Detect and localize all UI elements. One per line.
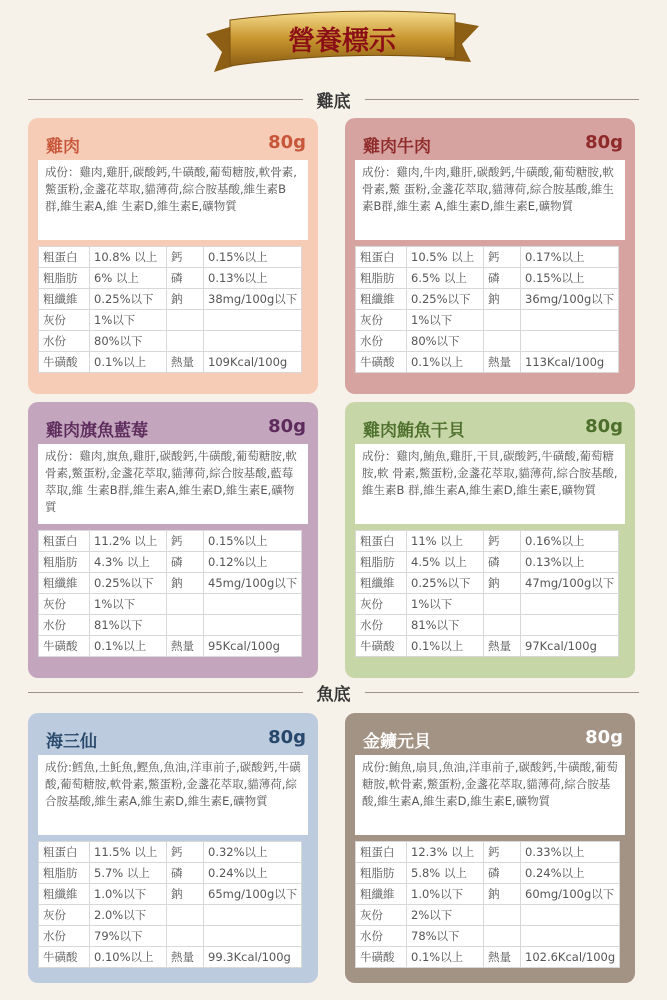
nutrient-label: 水份 <box>39 926 90 947</box>
nutrient-value: 79%以下 <box>90 926 167 947</box>
nutrient-value: 1.0%以下 <box>90 884 167 905</box>
nutrient-value: 11.2% 以上 <box>90 531 167 552</box>
nutrition-row <box>39 884 302 905</box>
mineral-label <box>167 331 204 352</box>
nutrition-row <box>39 947 302 968</box>
nutrition-row <box>356 552 619 573</box>
nutrition-table <box>355 530 619 657</box>
mineral-value: 0.12%以上 <box>204 552 302 573</box>
mineral-label: 鈣 <box>484 247 521 268</box>
ingredients-text: 成份：雞肉,旗魚,雞肝,碳酸鈣,牛磺酸,葡萄糖胺,軟骨素,鱉蛋粉,金盞花萃取,貓薄荷,綜合胺基酸,藍莓萃取,維 生素B群,維生素A,維生素D,維生素E,礦物質 <box>38 444 308 524</box>
mineral-value <box>204 594 302 615</box>
nutrient-value: 1%以下 <box>90 310 167 331</box>
nutrient-value: 80%以下 <box>90 331 167 352</box>
nutrient-label: 粗纖維 <box>39 289 90 310</box>
mineral-value: 0.13%以上 <box>204 268 302 289</box>
nutrient-value: 0.25%以下 <box>407 289 484 310</box>
nutrition-row <box>356 310 619 331</box>
nutrient-label: 粗蛋白 <box>356 247 407 268</box>
mineral-label <box>484 594 521 615</box>
nutrition-row <box>39 268 302 289</box>
nutrition-row <box>356 636 619 657</box>
nutrient-value: 4.5% 以上 <box>407 552 484 573</box>
nutrient-label: 粗脂肪 <box>356 552 407 573</box>
mineral-label: 熱量 <box>167 352 204 373</box>
mineral-value: 109Kcal/100g <box>204 352 302 373</box>
mineral-label <box>484 926 521 947</box>
title-text: 營養標示 <box>288 26 396 57</box>
nutrient-value: 10.8% 以上 <box>90 247 167 268</box>
nutrient-label: 灰份 <box>356 310 407 331</box>
mineral-label: 熱量 <box>167 947 204 968</box>
product-card-chicken-swordfish-blueberry <box>28 402 318 678</box>
nutrition-row <box>39 594 302 615</box>
mineral-label: 熱量 <box>167 636 204 657</box>
nutrient-value: 11.5% 以上 <box>90 842 167 863</box>
product-card-chicken <box>28 118 318 394</box>
section-label-chicken: 雞底 <box>303 87 365 112</box>
nutrition-row <box>356 573 619 594</box>
nutrient-label: 牛磺酸 <box>356 947 407 968</box>
nutrient-value: 6% 以上 <box>90 268 167 289</box>
nutrition-row <box>39 636 302 657</box>
mineral-label <box>167 594 204 615</box>
mineral-value: 95Kcal/100g <box>204 636 302 657</box>
product-name: 雞肉旗魚藍莓 <box>46 421 148 441</box>
nutrient-value: 2%以下 <box>407 905 484 926</box>
mineral-label: 鈉 <box>167 573 204 594</box>
nutrient-value: 0.10%以上 <box>90 947 167 968</box>
mineral-value <box>521 615 619 636</box>
nutrition-row <box>39 352 302 373</box>
mineral-label: 磷 <box>167 552 204 573</box>
nutrient-value: 1%以下 <box>90 594 167 615</box>
ingredients-text: 成份:鮪魚,扇貝,魚油,洋車前子,碳酸鈣,牛磺酸,葡萄糖胺,軟骨素,鱉蛋粉,金盞花萃取,貓薄荷,綜合胺基酸,維生素A,維生素D,維生素E,礦物質 <box>355 755 625 835</box>
mineral-label <box>167 615 204 636</box>
nutrition-table <box>38 530 302 657</box>
product-weight: 80g <box>268 727 306 748</box>
mineral-label: 鈉 <box>167 884 204 905</box>
mineral-value: 0.13%以上 <box>521 552 619 573</box>
nutrient-label: 粗纖維 <box>39 573 90 594</box>
nutrient-value: 0.1%以上 <box>407 947 484 968</box>
nutrition-row <box>39 331 302 352</box>
nutrient-value: 81%以下 <box>407 615 484 636</box>
mineral-label: 磷 <box>484 552 521 573</box>
product-weight: 80g <box>585 416 623 437</box>
nutrient-label: 水份 <box>39 615 90 636</box>
nutrient-label: 牛磺酸 <box>39 636 90 657</box>
nutrition-row <box>356 331 619 352</box>
nutrient-label: 粗脂肪 <box>39 268 90 289</box>
nutrient-label: 粗蛋白 <box>39 247 90 268</box>
product-name: 海三仙 <box>46 732 97 752</box>
mineral-label <box>484 615 521 636</box>
ingredients-text: 成份:鱈魚,土魠魚,鰹魚,魚油,洋車前子,碳酸鈣,牛磺酸,葡萄糖胺,軟骨素,鱉蛋粉,金盞花萃取,貓薄荷,綜合胺基酸,維生素A,維生素D,維生素E,礦物質 <box>38 755 308 835</box>
nutrient-value: 2.0%以下 <box>90 905 167 926</box>
mineral-value: 45mg/100g以下 <box>204 573 302 594</box>
product-weight: 80g <box>268 416 306 437</box>
mineral-value <box>521 310 619 331</box>
nutrition-row <box>39 615 302 636</box>
nutrition-row <box>356 615 619 636</box>
mineral-value: 97Kcal/100g <box>521 636 619 657</box>
product-name: 雞肉牛肉 <box>363 137 431 157</box>
nutrient-label: 粗蛋白 <box>39 842 90 863</box>
nutrition-row <box>39 531 302 552</box>
mineral-value: 0.32%以上 <box>204 842 302 863</box>
product-name: 金鑛元貝 <box>363 732 431 752</box>
nutrient-value: 0.25%以下 <box>90 573 167 594</box>
nutrition-row <box>39 926 302 947</box>
ingredients-text: 成份：雞肉,雞肝,碳酸鈣,牛磺酸,葡萄糖胺,軟骨素,鱉蛋粉,金盞花萃取,貓薄荷,綜合胺基酸,維生素B群,維生素A,維 生素D,維生素E,礦物質 <box>38 160 308 240</box>
section-label-fish: 魚底 <box>303 680 365 705</box>
nutrient-label: 粗纖維 <box>356 884 407 905</box>
mineral-label: 鈣 <box>484 531 521 552</box>
nutrition-row <box>356 863 620 884</box>
mineral-label: 鈣 <box>167 531 204 552</box>
nutrient-value: 0.1%以上 <box>90 636 167 657</box>
product-card-chicken-beef <box>345 118 635 394</box>
nutrient-label: 牛磺酸 <box>356 352 407 373</box>
nutrient-value: 1%以下 <box>407 594 484 615</box>
nutrient-value: 0.1%以上 <box>407 352 484 373</box>
nutrient-value: 11% 以上 <box>407 531 484 552</box>
mineral-value <box>204 905 302 926</box>
mineral-label: 鈣 <box>484 842 521 863</box>
mineral-label: 鈣 <box>167 247 204 268</box>
product-card-golden-scallop <box>345 713 635 983</box>
mineral-value <box>204 310 302 331</box>
nutrition-row <box>356 947 620 968</box>
nutrient-label: 粗蛋白 <box>356 842 407 863</box>
mineral-value: 36mg/100g以下 <box>521 289 619 310</box>
nutrient-label: 灰份 <box>356 905 407 926</box>
mineral-value: 99.3Kcal/100g <box>204 947 302 968</box>
title-ribbon-banner <box>200 6 485 84</box>
nutrition-row <box>356 884 620 905</box>
nutrient-value: 78%以下 <box>407 926 484 947</box>
nutrition-table <box>355 246 619 373</box>
mineral-value: 47mg/100g以下 <box>521 573 619 594</box>
ingredients-text: 成份：雞肉,牛肉,雞肝,碳酸鈣,牛磺酸,葡萄糖胺,軟骨素,鱉 蛋粉,金盞花萃取,貓薄荷,綜合胺基酸,維生素B群,維生素 A,維生素D,維生素E,礦物質 <box>355 160 625 240</box>
mineral-label <box>167 905 204 926</box>
mineral-label <box>167 310 204 331</box>
nutrient-value: 0.1%以上 <box>407 636 484 657</box>
product-name: 雞肉 <box>46 137 80 157</box>
nutrient-value: 80%以下 <box>407 331 484 352</box>
mineral-label <box>484 310 521 331</box>
mineral-label: 磷 <box>484 863 521 884</box>
mineral-value <box>204 926 302 947</box>
mineral-label: 熱量 <box>484 636 521 657</box>
nutrient-value: 5.8% 以上 <box>407 863 484 884</box>
mineral-value: 113Kcal/100g <box>521 352 619 373</box>
nutrition-row <box>356 926 620 947</box>
nutrient-label: 粗纖維 <box>39 884 90 905</box>
mineral-value: 0.15%以上 <box>204 531 302 552</box>
nutrition-row <box>356 594 619 615</box>
nutrient-value: 1.0%以下 <box>407 884 484 905</box>
product-card-chicken-tuna-scallop <box>345 402 635 678</box>
nutrition-row <box>39 310 302 331</box>
mineral-label: 熱量 <box>484 947 521 968</box>
mineral-value <box>204 331 302 352</box>
nutrient-label: 粗脂肪 <box>39 863 90 884</box>
nutrient-value: 1%以下 <box>407 310 484 331</box>
nutrient-value: 12.3% 以上 <box>407 842 484 863</box>
nutrient-value: 4.3% 以上 <box>90 552 167 573</box>
mineral-value <box>521 594 619 615</box>
mineral-label: 鈉 <box>167 289 204 310</box>
nutrient-value: 0.25%以下 <box>407 573 484 594</box>
section-divider-fish <box>28 685 639 705</box>
nutrient-value: 10.5% 以上 <box>407 247 484 268</box>
mineral-label: 鈉 <box>484 289 521 310</box>
nutrient-label: 牛磺酸 <box>39 352 90 373</box>
nutrition-row <box>356 531 619 552</box>
nutrition-row <box>356 289 619 310</box>
mineral-value <box>521 331 619 352</box>
nutrition-row <box>356 247 619 268</box>
mineral-value: 0.17%以上 <box>521 247 619 268</box>
nutrition-row <box>39 863 302 884</box>
product-weight: 80g <box>585 727 623 748</box>
nutrient-label: 灰份 <box>356 594 407 615</box>
mineral-value: 0.33%以上 <box>521 842 620 863</box>
mineral-value: 0.15%以上 <box>521 268 619 289</box>
mineral-value <box>521 905 620 926</box>
nutrient-label: 水份 <box>356 926 407 947</box>
nutrient-label: 水份 <box>39 331 90 352</box>
mineral-value: 0.24%以上 <box>521 863 620 884</box>
mineral-label: 熱量 <box>484 352 521 373</box>
mineral-label <box>167 926 204 947</box>
nutrition-row <box>356 842 620 863</box>
mineral-label: 磷 <box>484 268 521 289</box>
nutrition-table <box>355 841 620 968</box>
product-name: 雞肉鮪魚干貝 <box>363 421 465 441</box>
nutrition-row <box>356 352 619 373</box>
nutrition-row <box>356 905 620 926</box>
mineral-label: 磷 <box>167 863 204 884</box>
mineral-value: 65mg/100g以下 <box>204 884 302 905</box>
product-weight: 80g <box>268 132 306 153</box>
mineral-label <box>484 905 521 926</box>
mineral-value <box>521 926 620 947</box>
mineral-value: 102.6Kcal/100g <box>521 947 620 968</box>
nutrient-label: 灰份 <box>39 594 90 615</box>
nutrient-label: 粗纖維 <box>356 289 407 310</box>
nutrient-label: 粗脂肪 <box>356 863 407 884</box>
mineral-value <box>204 615 302 636</box>
nutrient-label: 水份 <box>356 331 407 352</box>
mineral-label: 磷 <box>167 268 204 289</box>
nutrient-value: 6.5% 以上 <box>407 268 484 289</box>
mineral-value: 0.16%以上 <box>521 531 619 552</box>
nutrition-row <box>39 247 302 268</box>
nutrition-table <box>38 841 302 968</box>
nutrition-row <box>39 842 302 863</box>
mineral-label <box>484 331 521 352</box>
nutrient-label: 粗脂肪 <box>39 552 90 573</box>
mineral-label: 鈣 <box>167 842 204 863</box>
product-weight: 80g <box>585 132 623 153</box>
nutrient-label: 牛磺酸 <box>356 636 407 657</box>
nutrient-value: 0.25%以下 <box>90 289 167 310</box>
mineral-value: 60mg/100g以下 <box>521 884 620 905</box>
nutrition-row <box>39 552 302 573</box>
mineral-value: 0.15%以上 <box>204 247 302 268</box>
section-divider-chicken <box>28 92 639 112</box>
nutrient-value: 0.1%以上 <box>90 352 167 373</box>
nutrient-label: 粗纖維 <box>356 573 407 594</box>
nutrition-row <box>39 905 302 926</box>
nutrient-value: 5.7% 以上 <box>90 863 167 884</box>
ingredients-text: 成份：雞肉,鮪魚,雞肝,干貝,碳酸鈣,牛磺酸,葡萄糖胺,軟 骨素,鱉蛋粉,金盞花萃取,貓薄荷,綜合胺基酸,維生素B 群,維生素A,維生素D,維生素E,礦物質 <box>355 444 625 524</box>
nutrient-value: 81%以下 <box>90 615 167 636</box>
nutrition-table <box>38 246 302 373</box>
nutrition-row <box>39 573 302 594</box>
nutrient-label: 水份 <box>356 615 407 636</box>
mineral-value: 38mg/100g以下 <box>204 289 302 310</box>
nutrient-label: 灰份 <box>39 310 90 331</box>
mineral-value: 0.24%以上 <box>204 863 302 884</box>
nutrient-label: 粗脂肪 <box>356 268 407 289</box>
nutrient-label: 牛磺酸 <box>39 947 90 968</box>
product-card-sea-three <box>28 713 318 983</box>
mineral-label: 鈉 <box>484 884 521 905</box>
nutrient-label: 粗蛋白 <box>356 531 407 552</box>
nutrition-row <box>39 289 302 310</box>
mineral-label: 鈉 <box>484 573 521 594</box>
nutrient-label: 粗蛋白 <box>39 531 90 552</box>
nutrition-row <box>356 268 619 289</box>
nutrient-label: 灰份 <box>39 905 90 926</box>
